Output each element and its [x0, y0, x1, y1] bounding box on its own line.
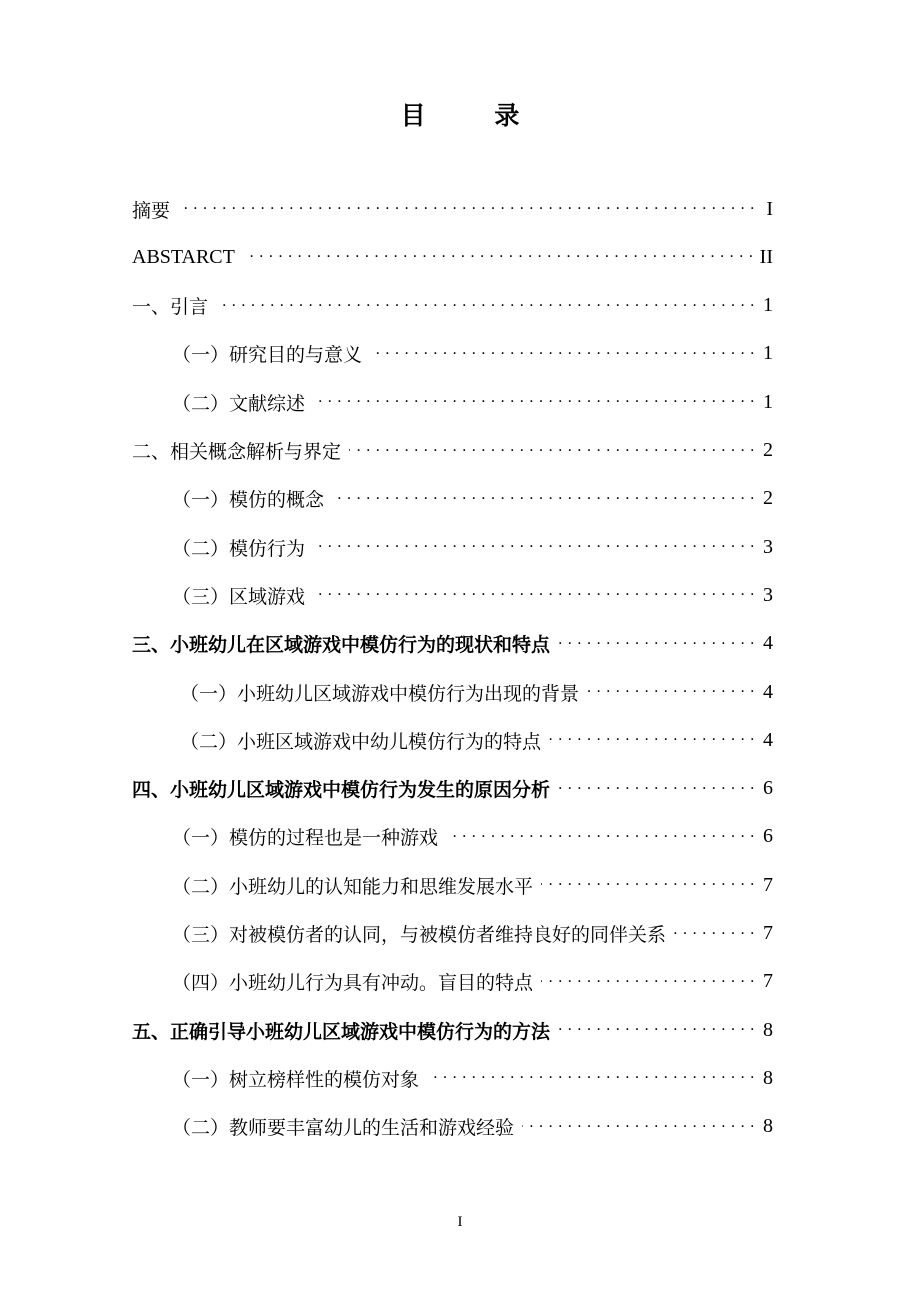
toc-entry[interactable] — [172, 337, 773, 371]
toc-entry[interactable] — [172, 868, 773, 902]
toc-leader-dots — [558, 772, 755, 806]
toc-entry-label: （三）区域游戏 — [172, 585, 306, 608]
toc-entry[interactable] — [172, 385, 773, 419]
page-title: 目 录 — [400, 101, 550, 130]
toc-entry-page-number: 8 — [763, 1066, 773, 1089]
toc-entry-label: （二）文献综述 — [172, 392, 306, 415]
toc-leader-dots — [427, 1061, 755, 1095]
toc-leader-dots — [313, 578, 755, 612]
page-number: I — [457, 1214, 463, 1230]
toc-entry-page-number: 4 — [763, 680, 773, 703]
toc-leader-dots — [216, 289, 755, 323]
toc-entry-page-number: 2 — [763, 487, 773, 510]
toc-entry[interactable] — [172, 578, 773, 612]
toc-entry[interactable] — [172, 530, 773, 564]
toc-entry-label: （二）小班区域游戏中幼儿模仿行为的特点 — [180, 730, 542, 753]
toc-entry-label: （一）研究目的与意义 — [172, 344, 363, 367]
toc-entry-label: 摘要 — [132, 199, 171, 222]
toc-entry-page-number: 6 — [763, 777, 773, 800]
toc-entry-page-number: 1 — [763, 390, 773, 413]
toc-entry-label: 一、引言 — [132, 296, 209, 319]
toc-leader-dots — [349, 434, 755, 468]
toc-leader-dots — [243, 240, 754, 274]
toc-leader-dots — [558, 1013, 755, 1047]
toc-leader-dots — [178, 192, 755, 226]
toc-entry[interactable] — [180, 675, 773, 709]
toc-entry-page-number: 7 — [763, 873, 773, 896]
toc-entry-label: 五、正确引导小班幼儿区域游戏中模仿行为的方法 — [132, 1020, 551, 1043]
toc-leader-dots — [313, 385, 755, 419]
toc-entry[interactable] — [172, 965, 773, 999]
toc-entry[interactable] — [132, 772, 773, 806]
toc-entry-label: （二）模仿行为 — [172, 537, 306, 560]
toc-entry-label: （一）树立榜样性的模仿对象 — [172, 1068, 420, 1091]
toc-entry[interactable] — [132, 627, 773, 661]
toc-entry[interactable] — [172, 820, 773, 854]
toc-entry-label: （一）小班幼儿区域游戏中模仿行为出现的背景 — [180, 682, 580, 705]
toc-leader-dots — [332, 482, 755, 516]
toc-entry-label: ABSTARCT — [132, 245, 235, 268]
toc-entry-page-number: 3 — [763, 535, 773, 558]
toc-entry-page-number: 8 — [763, 1115, 773, 1138]
toc-entry[interactable] — [172, 1110, 773, 1144]
toc-entry[interactable] — [172, 1061, 773, 1095]
toc-entry-page-number: II — [759, 245, 773, 268]
toc-entry[interactable] — [132, 434, 773, 468]
toc-entry-page-number: 7 — [763, 922, 773, 944]
toc-leader-dots — [446, 820, 755, 854]
toc-entry[interactable] — [172, 917, 773, 951]
toc-entry-page-number: 2 — [763, 439, 773, 461]
toc-entry-page-number: 6 — [763, 825, 773, 848]
toc-entry-label: 四、小班幼儿区域游戏中模仿行为发生的原因分析 — [132, 779, 551, 802]
toc-entry-label: （四）小班幼儿行为具有冲动。盲目的特点 — [172, 972, 534, 995]
toc-entry-page-number: 8 — [763, 1018, 773, 1041]
toc-leader-dots — [558, 627, 755, 661]
toc-entry-label: （二）教师要丰富幼儿的生活和游戏经验 — [172, 1117, 515, 1140]
toc-leader-dots — [541, 965, 755, 999]
toc-entry[interactable] — [180, 723, 773, 757]
toc-entry[interactable] — [132, 1013, 773, 1047]
toc-entry-page-number: 7 — [763, 970, 773, 993]
toc-entry-label: 二、相关概念解析与界定 — [132, 441, 342, 463]
toc-entry-label: 三、小班幼儿在区域游戏中模仿行为的现状和特点 — [132, 634, 551, 657]
toc-entry-label: （一）模仿的概念 — [172, 489, 325, 512]
toc-entry-label: （三）对被模仿者的认同，与被模仿者维持良好的同伴关系 — [172, 924, 667, 946]
toc-entry[interactable] — [172, 482, 773, 516]
toc-entry-page-number: 3 — [763, 583, 773, 606]
toc-entry-label: （一）模仿的过程也是一种游戏 — [172, 827, 439, 850]
toc-entry[interactable] — [132, 240, 773, 274]
toc-leader-dots — [674, 917, 755, 951]
toc-leader-dots — [313, 530, 755, 564]
toc-entry-page-number: 1 — [763, 342, 773, 365]
toc-entry-page-number: 4 — [763, 632, 773, 655]
toc-entry-label: （二）小班幼儿的认知能力和思维发展水平 — [172, 875, 534, 898]
toc-entry[interactable] — [132, 289, 773, 323]
toc-entry-page-number: 1 — [763, 294, 773, 317]
toc-entry-page-number: I — [766, 197, 773, 220]
toc-leader-dots — [549, 723, 755, 757]
toc-entry[interactable] — [132, 192, 773, 226]
toc-leader-dots — [370, 337, 755, 371]
toc-entry-page-number: 4 — [763, 728, 773, 751]
toc-leader-dots — [541, 868, 755, 902]
toc-leader-dots — [522, 1110, 755, 1144]
toc-leader-dots — [587, 675, 755, 709]
